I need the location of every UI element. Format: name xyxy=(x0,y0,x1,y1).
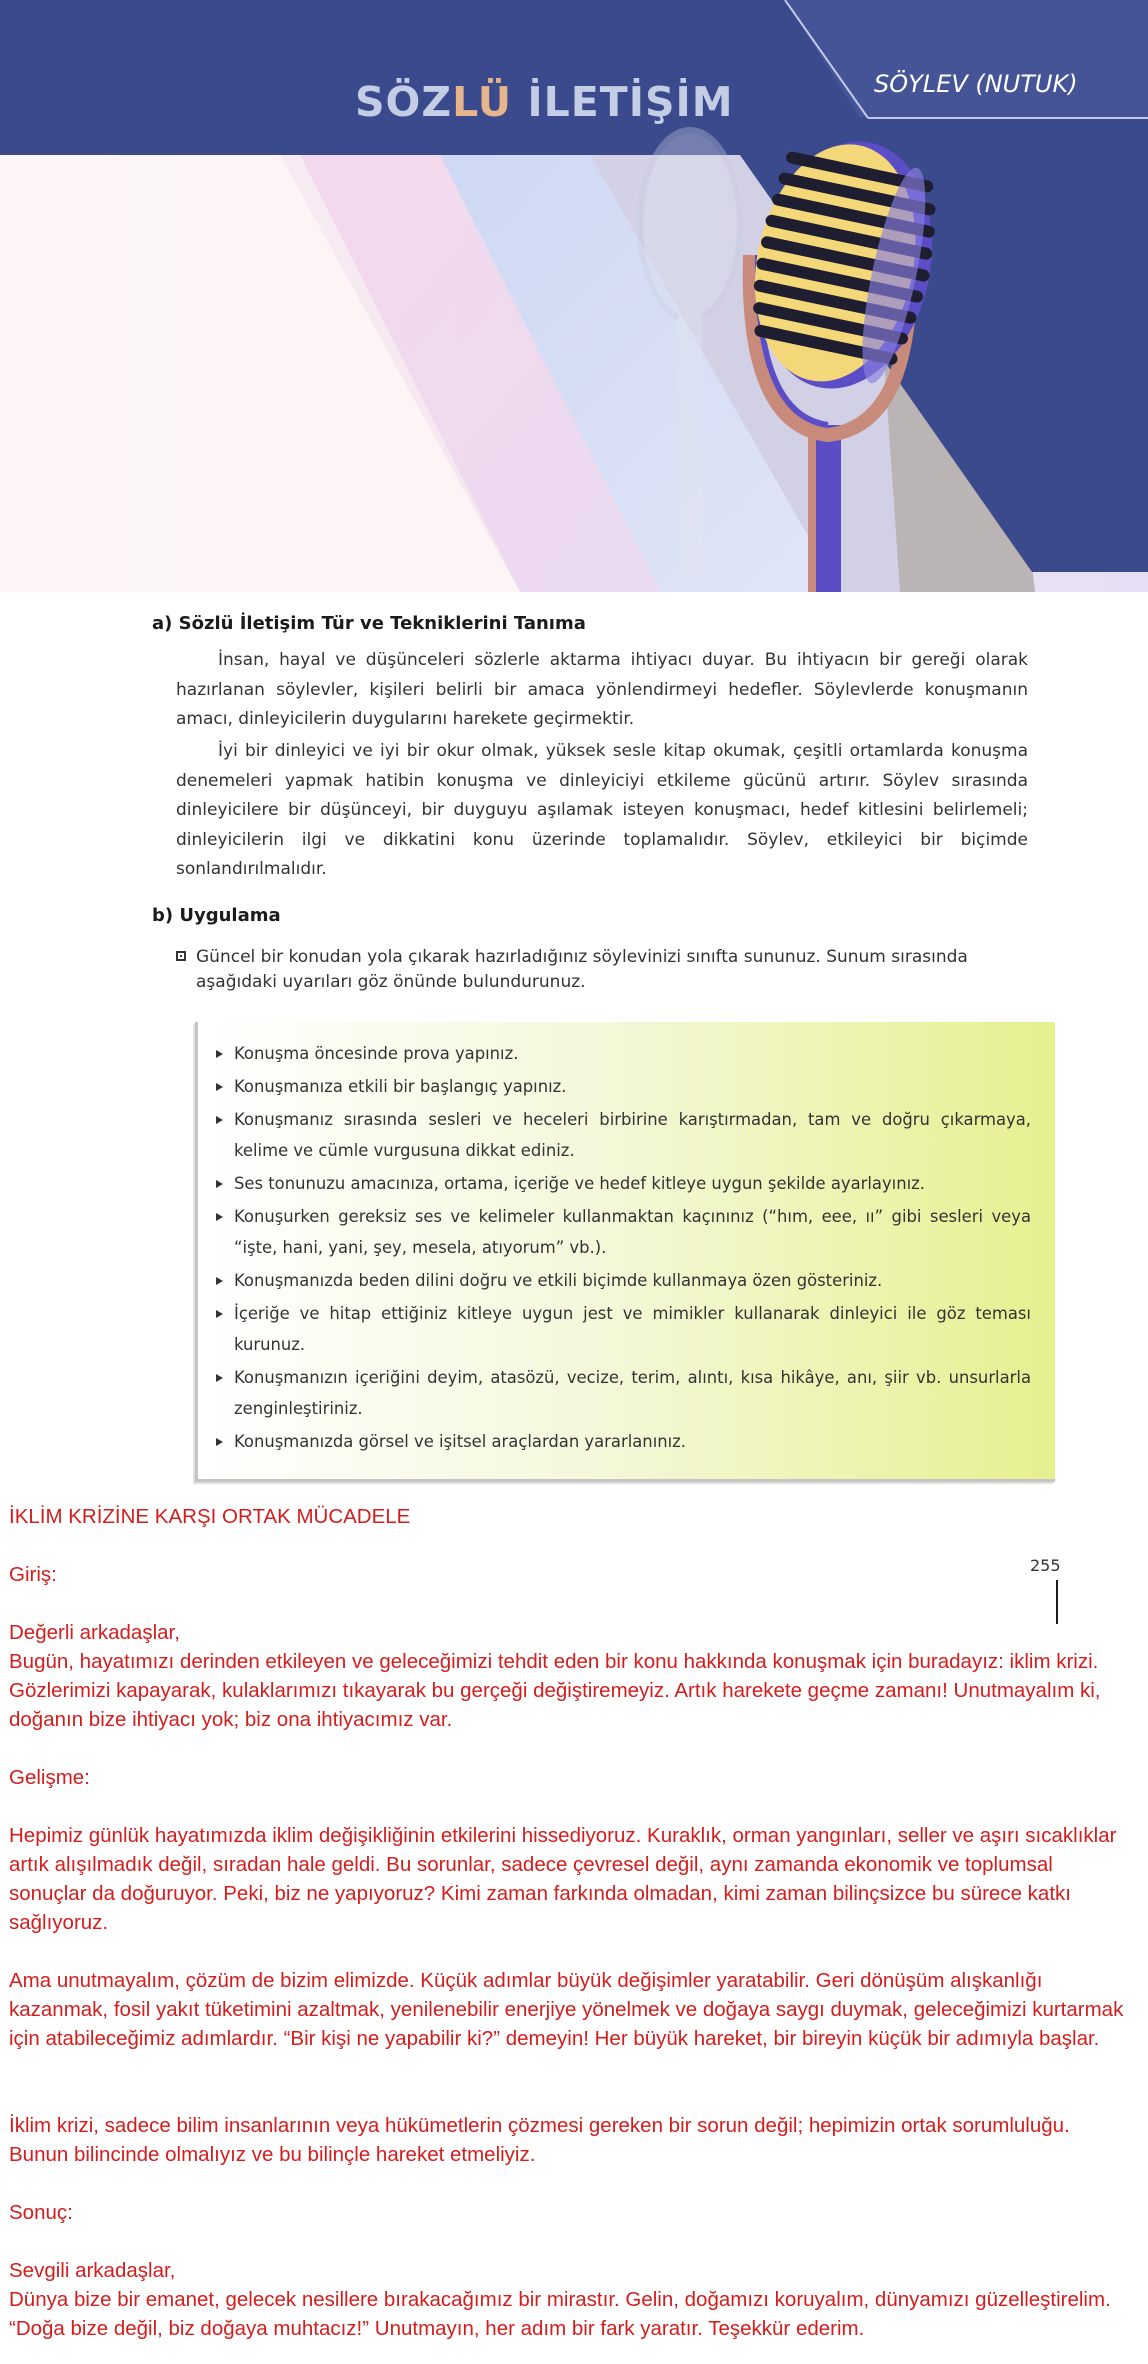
microphone-icon xyxy=(630,125,990,592)
square-bullet-icon xyxy=(176,951,186,961)
speech-body-label: Gelişme: xyxy=(9,1766,90,1789)
page-title: SÖZLÜ İLETİŞİM xyxy=(355,78,734,126)
arrow-bullet-icon xyxy=(216,1438,223,1446)
header-banner xyxy=(0,0,1148,592)
section-a-paragraph-1: İnsan, hayal ve düşünceleri sözlerle aktarma ihtiyacı duyar. Bu ihtiyacın bir gereği olarak hazırlanan söylevler, kişileri belirli bir amaca yönlendirmeyi hedefler. Söylevlerde konuşmanın amacı, dinleyicilerin duygularını harekete geçirmektir. xyxy=(176,650,1028,729)
speech-title: İKLİM KRİZİNE KARŞI ORTAK MÜCADELE xyxy=(9,1505,411,1528)
tip-item: Konuşmanıza etkili bir başlangıç yapınız. xyxy=(216,1071,1031,1102)
speech-intro-label: Giriş: xyxy=(9,1563,57,1586)
page-number: 255 xyxy=(1030,1556,1061,1575)
arrow-bullet-icon xyxy=(216,1180,223,1188)
arrow-bullet-icon xyxy=(216,1277,223,1285)
section-b-bullet-text: Güncel bir konudan yola çıkarak hazırladığınız söylevinizi sınıfta sununuz. Sunum sırasında aşağıdaki uyarıları göz önünde bulundurunuz. xyxy=(196,947,968,992)
arrow-bullet-icon xyxy=(216,1213,223,1221)
tips-box xyxy=(195,1022,1055,1482)
arrow-bullet-icon xyxy=(216,1310,223,1318)
speech-conclusion-label: Sonuç: xyxy=(9,2201,73,2224)
speech-conclusion-text: Sevgili arkadaşlar, Dünya bize bir emanet, gelecek nesillere bırakacağımız bir mirastır. Gelin, doğamızı koruyalım, dünyamızı güzelleştirelim. “Doğa bize değil, biz doğaya muhtacız!” Unutmayın, her adım bir fark yaratır. Teşekkür ederim. xyxy=(9,2259,1111,2340)
speech-body-paragraph-1: Hepimiz günlük hayatımızda iklim değişikliğinin etkilerini hissediyoruz. Kuraklık, orman yangınları, seller ve aşırı sıcaklıklar artık alışılmadık değil, sıradan hale geldi. Bu sorunlar, sadece çevresel değil, aynı zamanda ekonomik ve toplumsal sonuçlar da doğuruyor. Peki, biz ne yapıyoruz? Kimi zaman farkında olmadan, kimi zaman bilinçsizce bu sürece katkı sağlıyoruz. xyxy=(9,1824,1117,1934)
section-a-heading: a) Sözlü İletişim Tür ve Tekniklerini Tanıma xyxy=(152,613,586,634)
section-a-paragraph-2: İyi bir dinleyici ve iyi bir okur olmak, yüksek sesle kitap okumak, çeşitli ortamlarda konuşma denemeleri yapmak hatibin konuşma ve dinleyiciyi etkileme gücünü artırır. Söylev sırasında dinleyicilere bir düşünceyi, bir duyguyu aşılamak isteyen konuşmacı, hedef kitlesini belirlemeli; dinleyicilerin ilgi ve dikkatini konu üzerinde toplamalıdır. Söylev, etkileyici bir biçimde sonlandırılmalıdır. xyxy=(176,741,1028,879)
arrow-bullet-icon xyxy=(216,1083,223,1091)
speech-intro-text: Değerli arkadaşlar, Bugün, hayatımızı derinden etkileyen ve geleceğimizi tehdit eden bir konu hakkında konuşmak için buradayız: iklim krizi. Gözlerimizi kapayarak, kulaklarımızı tıkayarak bu gerçeği değiştiremeyiz. Artık harekete geçme zamanı! Unutmayalım ki, doğanın bize ihtiyacı yok; biz ona ihtiyacımız var. xyxy=(9,1621,1101,1731)
section-b-heading: b) Uygulama xyxy=(152,905,281,926)
speech-body-paragraph-2: Ama unutmayalım, çözüm de bizim elimizde. Küçük adımlar büyük değişimler yaratabilir. Geri dönüşüm alışkanlığı kazanmak, fosil yakıt tüketimini azaltmak, yenilenebilir enerjiye yönelmek ve doğaya saygı duymak, geleceğimizi kurtarmak için atabileceğimiz adımlardır. “Bir kişi ne yapabilir ki?” demeyin! Her büyük hareket, bir bireyin küçük bir adımıyla başlar. xyxy=(9,1969,1124,2050)
tip-item: Konuşmanızda görsel ve işitsel araçlardan yararlanınız. xyxy=(216,1426,1031,1457)
tip-item: Konuşurken gereksiz ses ve kelimeler kullanmaktan kaçınınız (“hım, eee, ıı” gibi sesleri veya “işte, hani, yani, şey, mesela, atıyorum” vb.). xyxy=(216,1201,1031,1263)
tip-item: Konuşmanızda beden dilini doğru ve etkili biçimde kullanmaya özen gösteriniz. xyxy=(216,1265,1031,1296)
speech-body-paragraph-3: İklim krizi, sadece bilim insanlarının veya hükümetlerin çözmesi gereken bir sorun değil; hepimizin ortak sorumluluğu. Bunun bilincinde olmalıyız ve bu bilinçle hareket etmeliyiz. xyxy=(9,2114,1070,2166)
arrow-bullet-icon xyxy=(216,1374,223,1382)
tip-item: İçeriğe ve hitap ettiğiniz kitleye uygun jest ve mimikler kullanarak dinleyici ile göz teması kurunuz. xyxy=(216,1298,1031,1360)
arrow-bullet-icon xyxy=(216,1116,223,1124)
tip-item: Konuşma öncesinde prova yapınız. xyxy=(216,1038,1031,1069)
tip-item: Konuşmanız sırasında sesleri ve heceleri birbirine karıştırmadan, tam ve doğru çıkarmaya, kelime ve cümle vurgusuna dikkat ediniz. xyxy=(216,1104,1031,1166)
arrow-bullet-icon xyxy=(216,1050,223,1058)
tip-item: Konuşmanızın içeriğini deyim, atasözü, vecize, terim, alıntı, kısa hikâye, anı, şiir vb. unsurlarla zenginleştiriniz. xyxy=(216,1362,1031,1424)
tip-item: Ses tonunuzu amacınıza, ortama, içeriğe ve hedef kitleye uygun şekilde ayarlayınız. xyxy=(216,1168,1031,1199)
page-subtitle: SÖYLEV (NUTUK) xyxy=(874,70,1078,98)
